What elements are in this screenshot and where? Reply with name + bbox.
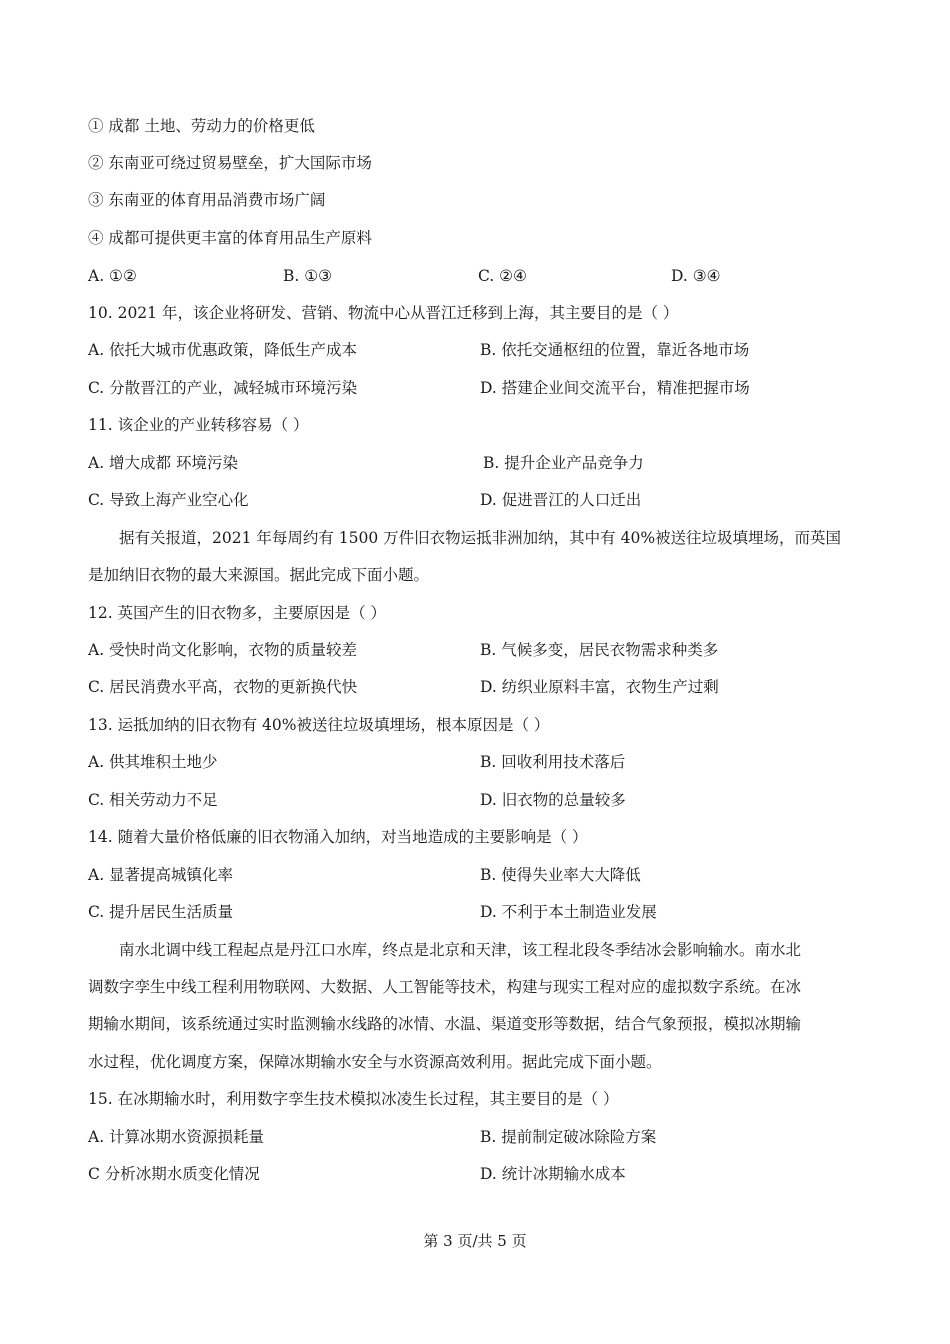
q9-statement-1: ① 成都 土地、劳动力的价格更低 xyxy=(88,117,315,135)
q9-statement-3: ③ 东南亚的体育用品消费市场广阔 xyxy=(88,191,326,209)
q14-option-c: C. 提升居民生活质量 xyxy=(88,903,234,921)
q10-option-a: A. 依托大城市优惠政策，降低生产成本 xyxy=(88,341,358,359)
q11-stem: 11. 该企业的产业转移容易（ ） xyxy=(88,416,309,434)
page-number: 第 3 页/共 5 页 xyxy=(423,1232,527,1250)
q14-option-b: B. 使得失业率大大降低 xyxy=(480,866,641,884)
q14-option-d: D. 不利于本土制造业发展 xyxy=(480,903,657,921)
q9-option-a: A. ①② xyxy=(88,267,137,285)
q13-option-d: D. 旧衣物的总量较多 xyxy=(480,791,626,809)
passage1-line-1: 据有关报道，2021 年每周约有 1500 万件旧衣物运抵非洲加纳，其中有 40%被送往垃圾填埋场，而英国 xyxy=(119,529,842,547)
q12-option-b: B. 气候多变，居民衣物需求种类多 xyxy=(480,641,719,659)
q13-option-c: C. 相关劳动力不足 xyxy=(88,791,218,809)
q15-stem: 15. 在冰期输水时，利用数字孪生技术模拟冰凌生长过程，其主要目的是（ ） xyxy=(88,1090,619,1108)
passage2-line-2: 调数字孪生中线工程利用物联网、大数据、人工智能等技术，构建与现实工程对应的虚拟数字系统。在冰 xyxy=(88,978,802,996)
q12-stem: 12. 英国产生的旧衣物多，主要原因是（ ） xyxy=(88,604,387,622)
q13-option-b: B. 回收利用技术落后 xyxy=(480,753,626,771)
q10-option-b: B. 依托交通枢纽的位置，靠近各地市场 xyxy=(480,341,750,359)
q15-option-d: D. 统计冰期输水成本 xyxy=(480,1165,626,1183)
q15-option-c: C 分析冰期水质变化情况 xyxy=(88,1165,260,1183)
passage2-line-3: 期输水期间，该系统通过实时监测输水线路的冰情、水温、渠道变形等数据，结合气象预报，模拟冰期输 xyxy=(88,1015,802,1033)
q11-option-d: D. 促进晋江的人口迁出 xyxy=(480,491,642,509)
q11-option-b: B. 提升企业产品竞争力 xyxy=(483,454,644,472)
passage2-line-1: 南水北调中线工程起点是丹江口水库，终点是北京和天津，该工程北段冬季结冰会影响输水。南水北 xyxy=(119,941,802,959)
q11-option-c: C. 导致上海产业空心化 xyxy=(88,491,249,509)
q13-option-a: A. 供其堆积土地少 xyxy=(88,753,218,771)
q9-option-c: C. ②④ xyxy=(478,267,527,285)
q13-stem: 13. 运抵加纳的旧衣物有 40%被送往垃圾填埋场，根本原因是（ ） xyxy=(88,716,550,734)
q12-option-c: C. 居民消费水平高，衣物的更新换代快 xyxy=(88,678,358,696)
passage1-line-2: 是加纳旧衣物的最大来源国。据此完成下面小题。 xyxy=(88,566,430,584)
q9-option-d: D. ③④ xyxy=(671,267,721,285)
q9-option-b: B. ①③ xyxy=(283,267,333,285)
q14-option-a: A. 显著提高城镇化率 xyxy=(88,866,234,884)
q10-option-d: D. 搭建企业间交流平台，精准把握市场 xyxy=(480,379,750,397)
q12-option-a: A. 受快时尚文化影响，衣物的质量较差 xyxy=(88,641,358,659)
q15-option-b: B. 提前制定破冰除险方案 xyxy=(480,1128,657,1146)
q12-option-d: D. 纺织业原料丰富，衣物生产过剩 xyxy=(480,678,719,696)
q9-statement-2: ② 东南亚可绕过贸易壁垒，扩大国际市场 xyxy=(88,154,372,172)
q10-stem: 10. 2021 年，该企业将研发、营销、物流中心从晋江迁移到上海，其主要目的是（ ） xyxy=(88,304,679,322)
passage2-line-4: 水过程，优化调度方案，保障冰期输水安全与水资源高效利用。据此完成下面小题。 xyxy=(88,1053,662,1071)
q11-option-a: A. 增大成都 环境污染 xyxy=(88,454,238,472)
q10-option-c: C. 分散晋江的产业，减轻城市环境污染 xyxy=(88,379,358,397)
q15-option-a: A. 计算冰期水资源损耗量 xyxy=(88,1128,265,1146)
q9-statement-4: ④ 成都可提供更丰富的体育用品生产原料 xyxy=(88,229,372,247)
q14-stem: 14. 随着大量价格低廉的旧衣物涌入加纳，对当地造成的主要影响是（ ） xyxy=(88,828,588,846)
